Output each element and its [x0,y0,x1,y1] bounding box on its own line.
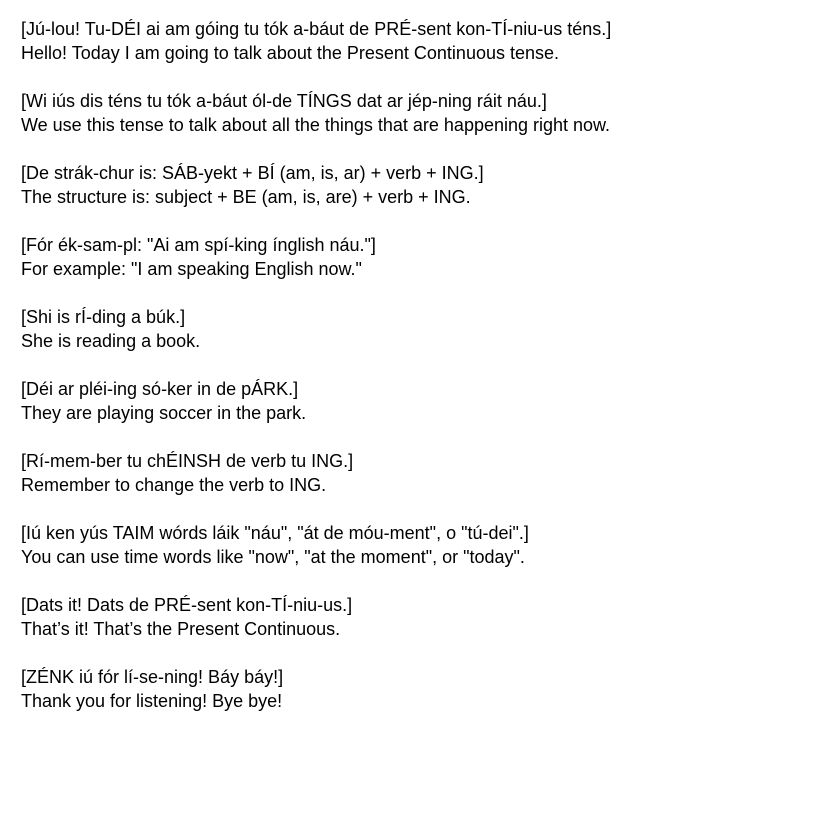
pronunciation-line: [Rí-mem-ber tu chÉINSH de verb tu ING.] [21,451,354,471]
document-body [21,17,821,737]
english-line: The structure is: subject + BE (am, is, are) + verb + ING. [21,187,471,207]
pronunciation-line: [Iú ken yús TAIM wórds láik "náu", "át de móu-ment", o "tú-dei".] [21,523,529,543]
paragraph [21,377,821,425]
paragraph [21,17,821,65]
pronunciation-line: [De strák-chur is: SÁB-yekt + BÍ (am, is, ar) + verb + ING.] [21,163,484,183]
pronunciation-line: [Fór ék-sam-pl: "Ai am spí-king ínglish náu."] [21,235,376,255]
english-line: That’s it! That’s the Present Continuous. [21,619,341,639]
paragraph [21,449,821,497]
english-line: We use this tense to talk about all the things that are happening right now. [21,115,611,135]
pronunciation-line: [Déi ar pléi-ing só-ker in de pÁRK.] [21,379,299,399]
pronunciation-line: [Wi iús dis téns tu tók a-báut ól-de TÍNGS dat ar jép-ning ráit náu.] [21,91,547,111]
english-line: For example: "I am speaking English now." [21,259,362,279]
paragraph [21,593,821,641]
pronunciation-line: [Jú-lou! Tu-DÉI ai am góing tu tók a-báut de PRÉ-sent kon-TÍ-niu-us téns.] [21,19,612,39]
paragraph [21,305,821,353]
paragraph [21,161,821,209]
english-line: She is reading a book. [21,331,201,351]
pronunciation-line: [Dats it! Dats de PRÉ-sent kon-TÍ-niu-us.] [21,595,353,615]
paragraph [21,521,821,569]
pronunciation-line: [ZÉNK iú fór lí-se-ning! Báy báy!] [21,667,284,687]
english-line: You can use time words like "now", "at the moment", or "today". [21,547,525,567]
english-line: Remember to change the verb to ING. [21,475,327,495]
paragraph [21,233,821,281]
english-line: Thank you for listening! Bye bye! [21,691,283,711]
paragraph [21,89,821,137]
paragraph [21,665,821,713]
english-line: Hello! Today I am going to talk about the Present Continuous tense. [21,43,560,63]
english-line: They are playing soccer in the park. [21,403,307,423]
pronunciation-line: [Shi is rÍ-ding a búk.] [21,307,186,327]
